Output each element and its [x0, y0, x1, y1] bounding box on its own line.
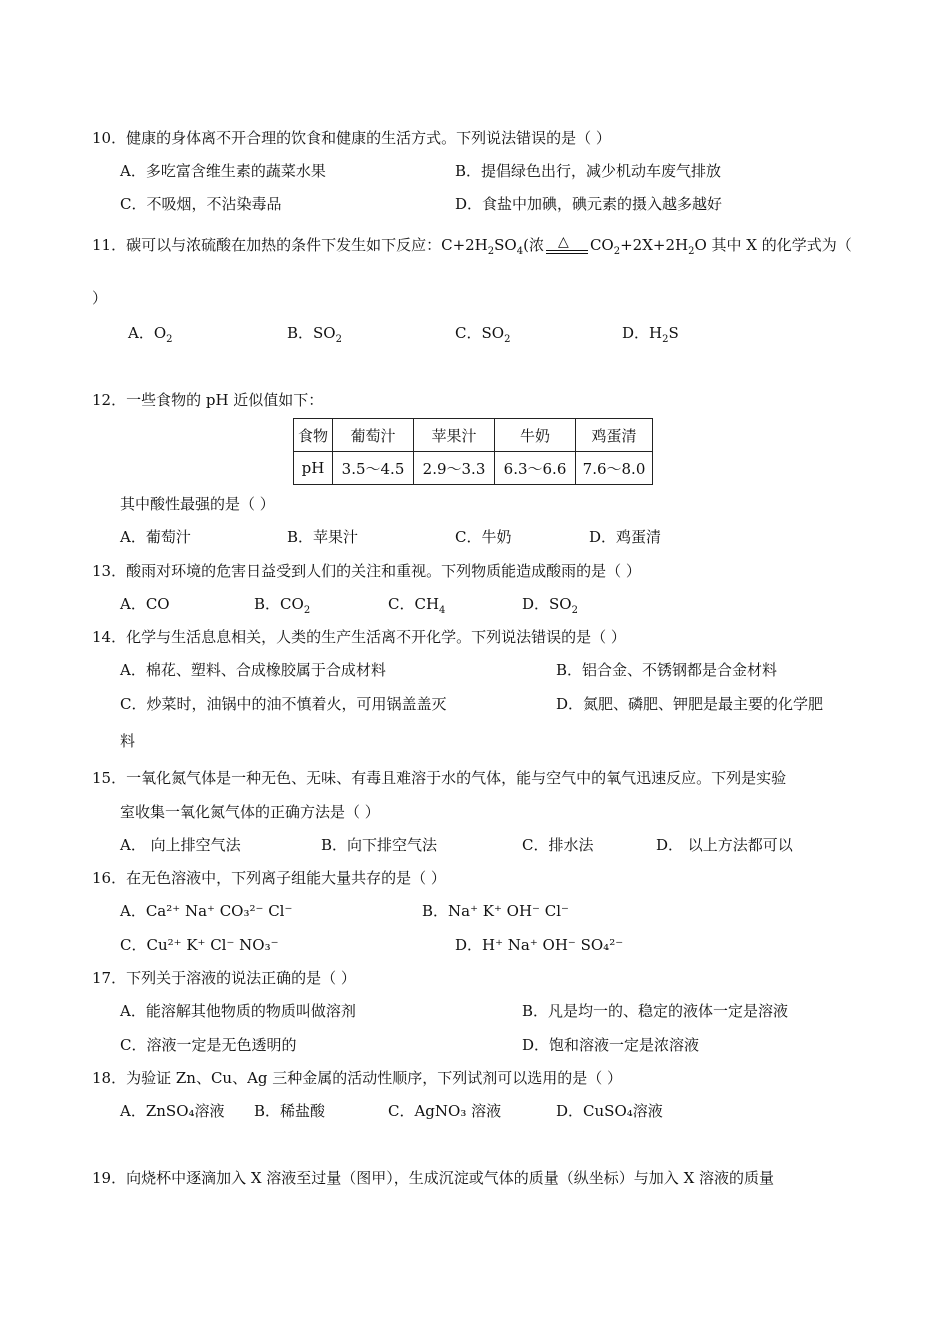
- q11-stem-post2: +2X+2H: [620, 236, 689, 254]
- table-cell: 3.5～4.5: [333, 452, 414, 485]
- table-header-cell: 鸡蛋清: [576, 419, 653, 452]
- ph-table-header-row: [294, 419, 653, 452]
- q10-option-b: B．提倡绿色出行，减少机动车废气排放: [455, 162, 722, 180]
- q14-option-c: C．炒菜时，油锅中的油不慎着火，可用锅盖盖灭: [120, 695, 447, 713]
- q12-option-a: A．葡萄汁: [120, 528, 191, 546]
- q18-stem: 18．为验证 Zn、Cu、Ag 三种金属的活动性顺序，下列试剂可以选用的是（ ）: [92, 1069, 623, 1087]
- q10-stem: 10．健康的身体离不开合理的饮食和健康的生活方式。下列说法错误的是（ ）: [92, 129, 611, 147]
- q17-option-b: B．凡是均一的、稳定的液体一定是溶液: [522, 1002, 789, 1020]
- q13-option-d: D．$SO_2$: [522, 595, 578, 616]
- q18-option-c: C．AgNO₃ 溶液: [388, 1102, 502, 1120]
- q11-stem-mid1: SO: [494, 236, 517, 254]
- table-header-cell: 葡萄汁: [333, 419, 414, 452]
- q19-stem: 19．向烧杯中逐滴加入 X 溶液至过量（图甲），生成沉淀或气体的质量（纵坐标）与加入 X 溶液的质量: [92, 1169, 775, 1187]
- q11-stem: 11．碳可以与浓硫酸在加热的条件下发生如下反应：$C+2H_2SO_4$(浓 △ $CO_2+2X+2H_2O$ 其中 X 的化学式为（: [92, 234, 852, 257]
- q15-stem-cont: 室收集一氧化氮气体的正确方法是（ ）: [120, 803, 380, 821]
- q14-option-d-cont: 料: [120, 732, 136, 750]
- q14-option-d: D．氮肥、磷肥、钾肥是最主要的化学肥: [556, 695, 824, 713]
- q11-stem-post3: O 其中 X 的化学式为（: [694, 236, 852, 254]
- q12-stem: 12．一些食物的 pH 近似值如下：: [92, 391, 324, 409]
- q10-option-d: D．食盐中加碘，碘元素的摄入越多越好: [455, 195, 723, 213]
- heat-equals-icon: [544, 235, 590, 255]
- q11-stem-pre: 11．碳可以与浓硫酸在加热的条件下发生如下反应：C+2H: [92, 236, 488, 254]
- q11-stem-cont: ）: [92, 289, 108, 307]
- q16-option-b: B．Na⁺ K⁺ OH⁻ Cl⁻: [422, 902, 569, 920]
- ph-table: [293, 418, 653, 485]
- table-header-cell: 食物: [294, 419, 333, 452]
- q16-option-c: C．Cu²⁺ K⁺ Cl⁻ NO₃⁻: [120, 936, 279, 954]
- q17-option-d: D．饱和溶液一定是浓溶液: [522, 1036, 700, 1054]
- q15-option-d: D． 以上方法都可以: [656, 836, 793, 854]
- table-cell: pH: [294, 452, 333, 485]
- q16-option-a: A．Ca²⁺ Na⁺ CO₃²⁻ Cl⁻: [120, 902, 293, 920]
- q14-stem: 14．化学与生活息息相关，人类的生产生活离不开化学。下列说法错误的是（ ）: [92, 628, 626, 646]
- q11-option-d: D．$H_2S$: [622, 324, 679, 345]
- q15-option-b: B．向下排空气法: [321, 836, 438, 854]
- q13-option-b: B．$CO_2$: [254, 595, 311, 616]
- q17-option-c: C．溶液一定是无色透明的: [120, 1036, 297, 1054]
- q10-option-a: A．多吃富含维生素的蔬菜水果: [120, 162, 326, 180]
- q15-option-c: C．排水法: [522, 836, 594, 854]
- q12-follow: 其中酸性最强的是（ ）: [120, 495, 275, 513]
- q18-option-d: D．CuSO₄溶液: [556, 1102, 663, 1120]
- q13-option-a: A．CO: [120, 595, 170, 613]
- q16-option-d: D．H⁺ Na⁺ OH⁻ SO₄²⁻: [455, 936, 624, 954]
- q11-stem-post1: CO: [589, 236, 614, 254]
- q12-option-d: D．鸡蛋清: [589, 528, 662, 546]
- q15-stem: 15．一氧化氮气体是一种无色、无味、有毒且难溶于水的气体，能与空气中的氧气迅速反应。下列是实验: [92, 769, 787, 787]
- q18-option-b: B．稀盐酸: [254, 1102, 326, 1120]
- q11-option-c: C．$SO_2$: [455, 324, 511, 345]
- table-cell: 6.3～6.6: [495, 452, 576, 485]
- q11-option-b: B．$SO_2$: [287, 324, 342, 345]
- ph-table-value-row: [294, 452, 653, 485]
- q13-option-c: C．$CH_4$: [388, 595, 446, 616]
- table-header-cell: 牛奶: [495, 419, 576, 452]
- q14-option-a: A．棉花、塑料、合成橡胶属于合成材料: [120, 661, 386, 679]
- q12-option-c: C．牛奶: [455, 528, 512, 546]
- q10-option-c: C．不吸烟，不沾染毒品: [120, 195, 282, 213]
- q11-stem-mid2: (浓: [523, 236, 544, 254]
- table-cell: 2.9～3.3: [414, 452, 495, 485]
- q11-option-a: A．$O_2$: [128, 324, 173, 345]
- q12-option-b: B．苹果汁: [287, 528, 359, 546]
- q15-option-a: A． 向上排空气法: [120, 836, 241, 854]
- table-cell: 7.6～8.0: [576, 452, 653, 485]
- q16-stem: 16．在无色溶液中，下列离子组能大量共存的是（ ）: [92, 869, 446, 887]
- q14-option-b: B．铝合金、不锈钢都是合金材料: [556, 661, 778, 679]
- q13-stem: 13．酸雨对环境的危害日益受到人们的关注和重视。下列物质能造成酸雨的是（ ）: [92, 562, 641, 580]
- q18-option-a: A．ZnSO₄溶液: [120, 1102, 225, 1120]
- q17-stem: 17．下列关于溶液的说法正确的是（ ）: [92, 969, 356, 987]
- heat-symbol: △: [557, 234, 569, 250]
- table-header-cell: 苹果汁: [414, 419, 495, 452]
- q17-option-a: A．能溶解其他物质的物质叫做溶剂: [120, 1002, 356, 1020]
